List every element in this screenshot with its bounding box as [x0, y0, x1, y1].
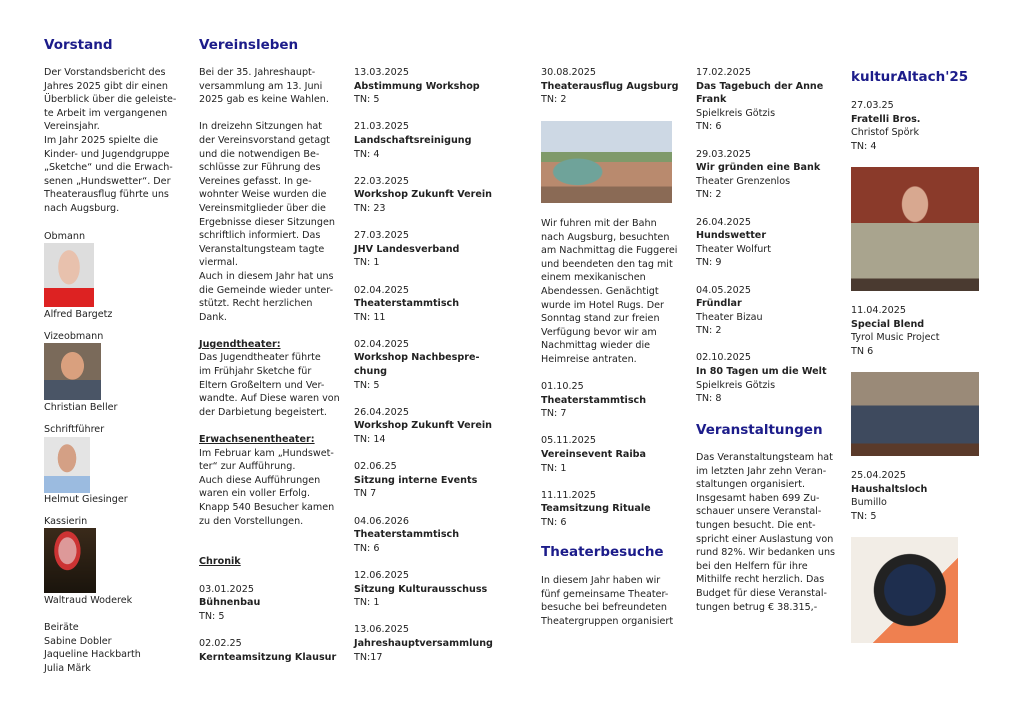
kultur-event: [851, 469, 1001, 523]
entry-tn: TN: 6: [354, 542, 380, 554]
kultur-event: [851, 304, 1001, 358]
chronik-entry: [354, 515, 524, 556]
entry-date: 12.06.2025: [354, 569, 409, 581]
vorstand-intro: Der Vorstandsbericht des Jahres 2025 gibt dir einen Überblick über die geleiste- te Arbeit im vergangenen Vereinsjahr. Im Jahr 2025 spielte die Kinder- und Jugendgruppe „Sketche“ und die Erwach- senen „Hundswetter“. Der Theaterausflug führte uns nach Augsburg.: [44, 67, 177, 214]
entry-title: Theaterstammtisch: [354, 529, 460, 541]
entry-tn: TN: 5: [354, 94, 380, 106]
subheading-erwachsenentheater: Erwachsenentheater:: [199, 434, 315, 446]
chronik-entry: [541, 66, 691, 107]
entry-date: 04.06.2026: [354, 515, 409, 527]
chronik-entry: [354, 175, 524, 216]
theaterbesuch-entry: [696, 148, 846, 202]
chronik-entry: [541, 434, 691, 475]
theaterbesuch-entry: [696, 216, 846, 270]
entry-title: Teamsitzung Rituale: [541, 503, 651, 515]
entry-date: 22.03.2025: [354, 175, 409, 187]
entry-tn: TN: 5: [851, 510, 877, 522]
entry-tn: TN: 5: [199, 610, 225, 622]
member-role: Kassierin: [44, 516, 88, 527]
entry-title: Special Blend: [851, 318, 925, 330]
entry-group: Theater Grenzenlos: [696, 175, 791, 187]
photo-obmann: [44, 243, 94, 307]
entry-title: Haushaltsloch: [851, 483, 928, 495]
entry-group: Spielkreis Götzis: [696, 379, 776, 391]
chronik-entry: [199, 637, 349, 664]
beirat-name: Jaqueline Hackbarth: [44, 649, 141, 661]
paragraph: In dreizehn Sitzungen hat der Vereinsvorstand getagt und die notwendigen Be- schlüsse zur Führung des Vereines gefasst. In ge- wohnter Weise wurden die Vereinsmitglieder über die Ergebnisse dieser Sitzungen schriftlich informiert. Das Veranstaltungsteam tagte viermal. Auch in diesem Jahr hat uns die Gemeinde wieder unter- stützt. Recht herzlichen Dank.: [199, 121, 335, 323]
entry-title: In 80 Tagen um die Welt: [696, 366, 827, 378]
entry-title: Vereinsevent Raiba: [541, 448, 646, 460]
entry-date: 03.01.2025: [199, 583, 254, 595]
entry-artist: Christof Spörk: [851, 127, 919, 139]
entry-title: Sitzung interne Events: [354, 474, 478, 486]
beirat-name: Julia Märk: [44, 662, 91, 674]
entry-title: Das Tagebuch der Anne Frank: [696, 80, 824, 106]
entry-title: Workshop Nachbespre- chung: [354, 352, 480, 378]
photo-vizeobmann: [44, 343, 101, 400]
entry-artist: Tyrol Music Project: [851, 332, 940, 344]
kultur-event: [851, 99, 1001, 153]
heading-kulturaltach: kulturAltach'25: [851, 69, 969, 85]
photo-haushaltsloch: [851, 537, 958, 643]
beirat-name: Sabine Dobler: [44, 635, 112, 647]
entry-date: 02.04.2025: [354, 338, 409, 350]
entry-title: Kernteamsitzung Klausur: [199, 651, 337, 663]
kultur-entry: [851, 304, 1001, 358]
entry-date: 02.04.2025: [354, 284, 409, 296]
entry-title: Hundswetter: [696, 230, 767, 242]
chronik-entry: [354, 569, 524, 610]
entry-tn: TN: 1: [354, 257, 380, 269]
entry-tn: TN: 1: [541, 462, 567, 474]
entry-tn: TN: 1: [354, 597, 380, 609]
entry-tn: TN: 8: [696, 393, 722, 405]
entry-group: Theater Wolfurt: [696, 243, 772, 255]
vereinsleben-text: [199, 66, 349, 678]
photo-augsburg: [541, 121, 672, 203]
member-role: Vizeobmann: [44, 331, 104, 342]
member-role: Schriftführer: [44, 424, 105, 435]
member-name: Waltraud Woderek: [44, 595, 133, 606]
chronik-list-4b: [541, 380, 691, 543]
heading-theaterbesuche: Theaterbesuche: [541, 544, 664, 560]
chronik-entry: [354, 460, 524, 501]
entry-title: Theaterausflug Augsburg: [541, 80, 679, 92]
entry-date: 26.04.2025: [354, 406, 409, 418]
entry-title: Bühnenbau: [199, 597, 261, 609]
beiraete-block: [44, 621, 194, 675]
entry-title: Wir gründen eine Bank: [696, 162, 821, 174]
entry-tn: TN:17: [354, 651, 383, 663]
chronik-list-3: [354, 66, 524, 678]
entry-date: 02.02.25: [199, 637, 242, 649]
chronik-entry: [354, 623, 524, 664]
entry-title: Jahreshauptversammlung: [354, 637, 493, 649]
entry-date: 02.06.25: [354, 461, 397, 473]
kultur-entry: [851, 469, 1001, 523]
entry-date: 11.11.2025: [541, 489, 596, 501]
theaterbesuche-list: [696, 66, 846, 419]
entry-tn: TN: 4: [851, 140, 877, 152]
entry-group: Spielkreis Götzis: [696, 107, 776, 119]
entry-date: 13.03.2025: [354, 67, 409, 78]
entry-title: Abstimmung Workshop: [354, 80, 480, 92]
entry-date: 04.05.2025: [696, 284, 751, 296]
entry-tn: TN: 2: [696, 325, 722, 337]
subheading-jugendtheater: Jugendtheater:: [199, 338, 281, 350]
paragraph: Im Februar kam „Hundswet- ter“ zur Aufführung. Auch diese Aufführungen waren ein voller Erfolg. Knapp 540 Besucher kamen zu den Vorstellungen.: [199, 447, 335, 527]
chronik-entry: [541, 380, 691, 421]
entry-tn: TN: 11: [354, 311, 386, 323]
heading-vorstand: Vorstand: [44, 37, 113, 53]
chronik-entry: [354, 66, 524, 107]
entry-group: Theater Bizau: [696, 311, 763, 323]
entry-date: 27.03.2025: [354, 230, 409, 242]
chronik-entry: [354, 229, 524, 270]
entry-title: Fründlar: [696, 298, 742, 310]
heading-veranstaltungen: Veranstaltungen: [696, 422, 823, 438]
entry-date: 05.11.2025: [541, 435, 596, 447]
entry-tn: TN: 5: [354, 379, 380, 391]
entry-title: Theaterstammtisch: [541, 394, 647, 406]
entry-date: 01.10.25: [541, 381, 584, 392]
entry-tn: TN: 6: [541, 516, 567, 528]
entry-date: 13.06.2025: [354, 624, 409, 636]
chronik-entry: [354, 284, 524, 325]
photo-kassierin: [44, 528, 96, 593]
kultur-entry: [851, 99, 1001, 153]
entry-tn: TN: 9: [696, 257, 722, 269]
entry-date: 26.04.2025: [696, 216, 751, 228]
chronik-entry: [354, 406, 524, 447]
heading-vereinsleben: Vereinsleben: [199, 37, 299, 53]
member-role: Obmann: [44, 231, 86, 242]
augsburg-text: Wir fuhren mit der Bahn nach Augsburg, besuchten am Nachmittag die Fuggerei und beendeten den tag mit einem mexikanischen Abendessen. Genächtigt wurde im Hotel Rugs. Der Sonntag stand zur freien Verfügung bevor wir am Nachmittag wieder die Heimreise antraten.: [541, 218, 678, 365]
entry-title: Workshop Zukunft Verein: [354, 420, 492, 432]
chronik-list-4a: [541, 66, 691, 120]
paragraph: Bei der 35. Jahreshaupt- versammlung am 13. Juni 2025 gab es keine Wahlen.: [199, 67, 329, 106]
photo-special-blend: [851, 372, 979, 456]
entry-date: 11.04.2025: [851, 305, 906, 316]
entry-tn: TN: 6: [696, 121, 722, 133]
entry-tn: TN: 14: [354, 434, 386, 446]
entry-date: 27.03.25: [851, 100, 894, 111]
beiraete-label: Beiräte: [44, 622, 79, 633]
chronik-entry: [199, 583, 349, 624]
entry-date: 25.04.2025: [851, 470, 906, 481]
veranstaltungen-text: Das Veranstaltungsteam hat im letzten Jahr zehn Veran- staltungen organisiert. Insgesamt haben 699 Zu- schauer unsere Veranstal- tungen besucht. Die ent- spricht einer Auslastung von rund 82%. Wir bedanken uns bei den Helfern für ihre Mithilfe recht herzlich. Das Budget für diese Veranstal- tungen betrug € 38.315,-: [696, 452, 836, 613]
theaterbesuch-entry: [696, 284, 846, 338]
chronik-entry: [541, 489, 691, 530]
theaterbesuch-entry: [696, 66, 846, 134]
chronik-entry: [354, 120, 524, 161]
member-name: Christian Beller: [44, 402, 118, 413]
member-name: Alfred Bargetz: [44, 309, 113, 320]
entry-title: Fratelli Bros.: [851, 113, 921, 125]
entry-title: JHV Landesverband: [354, 243, 460, 255]
entry-tn: TN: 4: [354, 148, 380, 160]
chronik-entry: [354, 338, 524, 392]
entry-date: 30.08.2025: [541, 67, 596, 78]
subheading-chronik: Chronik: [199, 556, 241, 568]
entry-date: 02.10.2025: [696, 352, 751, 364]
entry-date: 29.03.2025: [696, 148, 751, 160]
member-name: Helmut Giesinger: [44, 494, 128, 505]
entry-tn: TN 6: [851, 345, 874, 357]
entry-artist: Bumillo: [851, 497, 887, 509]
photo-schriftfuehrer: [44, 437, 90, 493]
entry-title: Landschaftsreinigung: [354, 134, 472, 146]
entry-tn: TN: 2: [541, 94, 567, 106]
theaterbesuche-text: In diesem Jahr haben wir fünf gemeinsame Theater- besuche bei befreundeten Theatergruppen organisiert: [541, 575, 674, 627]
entry-tn: TN 7: [354, 488, 377, 500]
entry-tn: TN: 23: [354, 202, 386, 214]
entry-title: Theaterstammtisch: [354, 298, 460, 310]
entry-tn: TN: 7: [541, 408, 567, 420]
paragraph: Das Jugendtheater führte im Frühjahr Sketche für Eltern Großeltern und Ver- wandte. Auf Diese waren von der Darbietung begeistert.: [199, 352, 340, 418]
entry-date: 21.03.2025: [354, 121, 409, 133]
entry-date: 17.02.2025: [696, 67, 751, 78]
photo-fratelli-bros: [851, 167, 979, 291]
entry-title: Workshop Zukunft Verein: [354, 189, 492, 201]
theaterbesuch-entry: [696, 351, 846, 405]
entry-title: Sitzung Kulturausschuss: [354, 583, 488, 595]
entry-tn: TN: 2: [696, 189, 722, 201]
